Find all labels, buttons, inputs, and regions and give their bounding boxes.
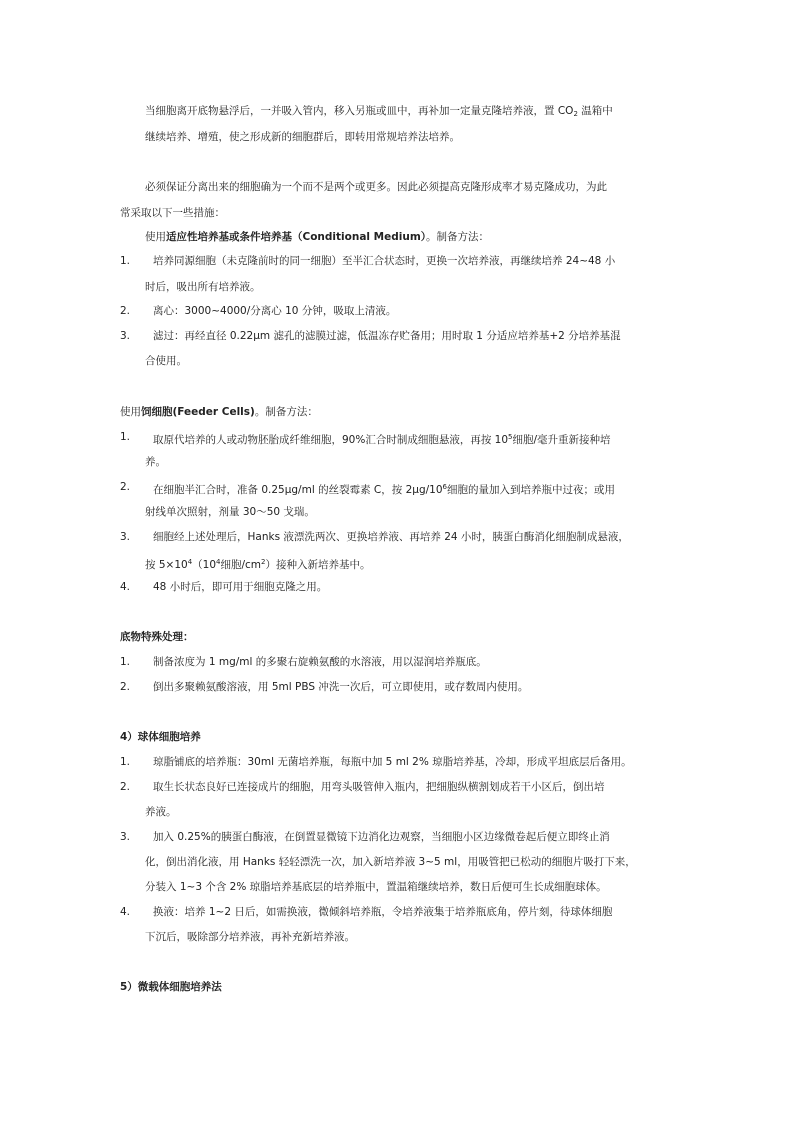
substrate-heading: 底物特殊处理： (120, 631, 194, 643)
spheroid-item-4-continued: 下沉后，吸除部分培养液，再补充新培养液。 (145, 931, 355, 943)
conditional-item-3-continued: 合使用。 (145, 355, 187, 367)
spheroid-item-3-line-3: 分装入 1~3 个含 2% 琼脂培养基底层的培养瓶中，置温箱继续培养，数日后便可生长成细胞球体。 (145, 881, 607, 893)
feeder-item-3-continued: 按 $5\times 10^4(10^4$细胞$/cm^2$）接种入新培养基中。 (145, 558, 371, 571)
document-page: 当细胞离开底物悬浮后，一并吸入管内，移入另瓶或皿中，再补加一定量克隆培养液，置 $CO_2$ 温箱中 继续培养、增殖，使之形成新的细胞群后，即转用常规培养法培养。 必须保证分离出来的细胞确为一个而不是两个或更多。因此必须提高克隆形成率才易克隆成功，为此 常采取以下一些措施： 使用适应性培养基或条件培养基（Conditional Medium）。制备方法： 1. 培养同源细胞（未克隆前时的同一细胞）至半汇合状态时，更换一次培养液，再继续培养 24~48 小 时后，吸出所有培养液。 2. 离心：3000~4000/分离心 10 分钟，吸取上清液。 3. 滤过：再经直径 0.22μm 滤孔的滤膜过滤，低温冻存贮备用；用时取 1 分适应培养基+2 分培养基混 合使用。 使用饲细胞(Feeder Cells)。制备方法： 1. 取原代培养的人或动物胚胎成纤维细胞，90%汇合时制成细胞悬液，再按 $10^5$细胞/毫升重新接种培 养。 2. 在细胞半汇合时，准备 0.25μg/ml 的丝裂霉素 C，按 $2\mu g/10^6$细胞的量加入到培养瓶中过夜；或用 射线单次照射，剂量 30～50 戈瑞。 3. 细胞经上述处理后，Hanks 液漂洗两次、更换培养液、再培养 24 小时，胰蛋白酶消化细胞制成悬液， 按 $5\times 10^4(10^4$细胞$/cm^2$）接种入新培养基中。 4. 48 小时后，即可用于细胞克隆之用。 底物特殊处理： 1. 制备浓度为 1 mg/ml 的多聚右旋赖氨酸的水溶液，用以湿润培养瓶底。 2. 倒出多聚赖氨酸溶液，用 5ml PBS 冲洗一次后，可立即使用，或存数周内使用。 4）球体细胞培养 1. 琼脂铺底的培养瓶：30ml 无菌培养瓶，每瓶中加 5 ml 2% 琼脂培养基，冷却，形成平坦底层后备用。 2. 取生长状态良好已连接成片的细胞，用弯头吸管伸入瓶内，把细胞纵横割划成若干小区后，倒出培 养液。 3. 加入 0.25%的胰蛋白酶液，在倒置显微镜下边消化边观察，当细胞小区边缘微卷起后便立即终止消 化，倒出消化液，用 Hanks 轻轻漂洗一次，加入新培养液 3~5 ml，用吸管把已松动的细胞片吸打下来， 分装入 1~3 个含 2% 琼脂培养基底层的培养瓶中，置温箱继续培养，数日后便可生长成细胞球体。 4. 换液：培养 1~2 日后，如需换液，微倾斜培养瓶，令培养液集于培养瓶底角，停片刻，待球体细胞 下沉后，吸除部分培养液，再补充新培养液。 5）微载体细胞培养法 (0, 0, 793, 1122)
conditional-medium-lead: 使用适应性培养基或条件培养基（Conditional Medium）。制备方法： (145, 231, 490, 243)
intro-paragraph-2-line-2: 常采取以下一些措施： (120, 207, 225, 219)
intro-paragraph-1-line-2: 继续培养、增殖，使之形成新的细胞群后，即转用常规培养法培养。 (145, 131, 460, 143)
feeder-item-1-continued: 养。 (145, 456, 166, 468)
microcarrier-heading: 5）微载体细胞培养法 (120, 981, 222, 993)
spheroid-item-2-continued: 养液。 (145, 806, 177, 818)
spheroid-heading: 4）球体细胞培养 (120, 731, 201, 743)
intro-paragraph-1-line-1: 当细胞离开底物悬浮后，一并吸入管内，移入另瓶或皿中，再补加一定量克隆培养液，置 $CO_2$ 温箱中 (145, 105, 613, 118)
feeder-item-2-continued: 射线单次照射，剂量 30～50 戈瑞。 (145, 506, 315, 518)
spheroid-item-3-line-2: 化，倒出消化液，用 Hanks 轻轻漂洗一次，加入新培养液 3~5 ml，用吸管把已松动的细胞片吸打下来， (145, 856, 636, 868)
conditional-item-1-continued: 时后，吸出所有培养液。 (145, 281, 261, 293)
feeder-cells-lead: 使用饲细胞(Feeder Cells)。制备方法： (120, 406, 318, 418)
intro-paragraph-2-line-1: 必须保证分离出来的细胞确为一个而不是两个或更多。因此必须提高克隆形成率才易克隆成功，为此 (145, 181, 607, 193)
